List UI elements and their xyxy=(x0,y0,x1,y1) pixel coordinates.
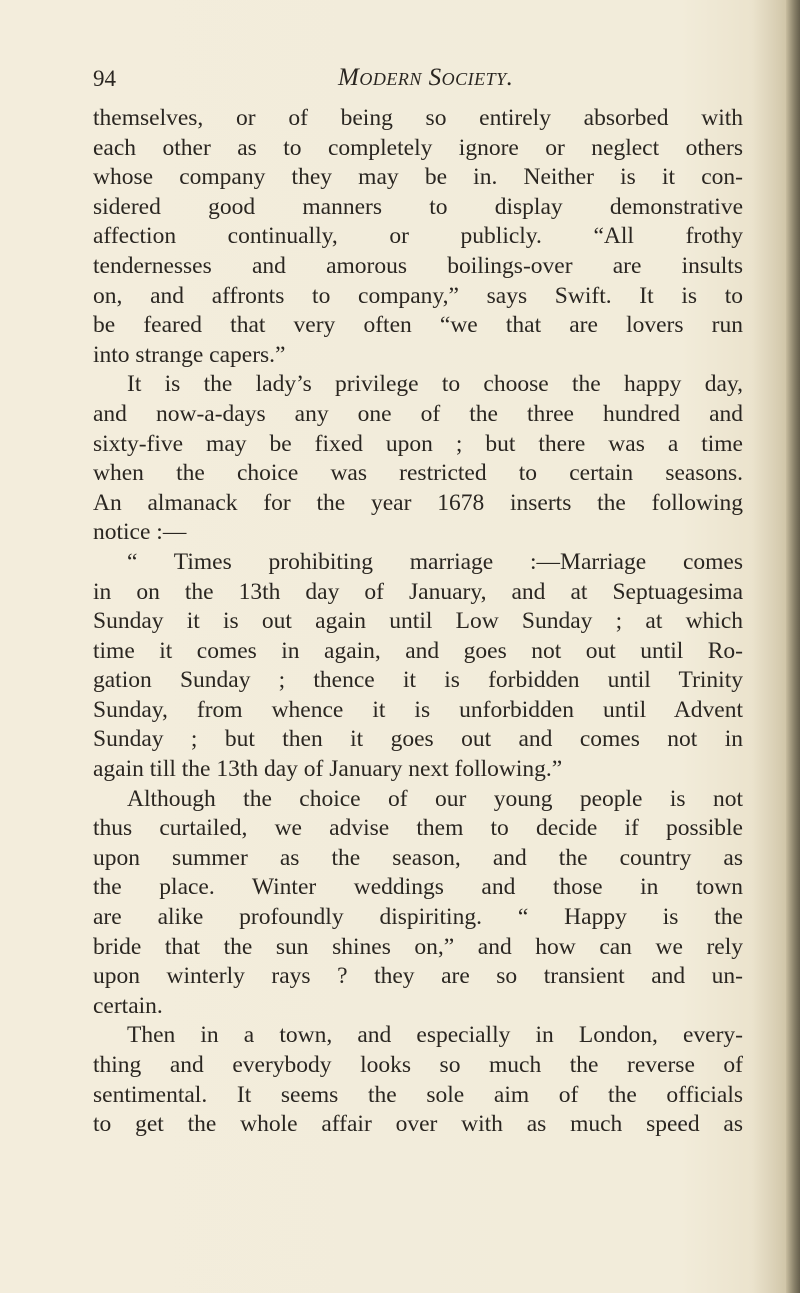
text-line: An almanack for the year 1678 inserts the following xyxy=(93,489,743,516)
text-line: again till the 13th day of January next following.” xyxy=(93,756,563,783)
text-line: “ Times prohibiting marriage :—Marriage comes xyxy=(127,548,743,575)
text-line: into strange capers.” xyxy=(93,341,286,368)
text-line: Then in a town, and especially in London, every- xyxy=(127,1022,743,1049)
running-head: Modern Society. xyxy=(338,64,514,91)
text-line: be feared that very often “we that are lovers run xyxy=(93,312,743,339)
text-line: affection continually, or publicly. “All frothy xyxy=(93,223,743,250)
text-line: tendernesses and amorous boilings-over are insults xyxy=(93,252,743,279)
page-edge-shadow xyxy=(786,0,800,1293)
text-line: certain. xyxy=(93,992,163,1019)
text-line: sidered good manners to display demonstrative xyxy=(93,193,743,220)
text-line: thing and everybody looks so much the reverse of xyxy=(93,1052,743,1078)
text-line: are alike profoundly dispiriting. “ Happy is the xyxy=(93,904,743,931)
text-line: bride that the sun shines on,” and how can we rely xyxy=(93,933,743,960)
text-line: whose company they may be in. Neither is it con- xyxy=(93,164,743,191)
text-line: and now-a-days any one of the three hundred and xyxy=(93,400,743,427)
body-text xyxy=(93,104,743,1140)
text-line: notice :— xyxy=(93,519,187,546)
text-line: upon summer as the season, and the country as xyxy=(93,844,743,871)
page-header xyxy=(93,66,743,96)
text-line: themselves, or of being so entirely absorbed with xyxy=(93,105,743,131)
text-line: thus curtailed, we advise them to decide if possible xyxy=(93,815,743,842)
text-line: when the choice was restricted to certain seasons. xyxy=(93,460,743,487)
text-line: upon winterly rays ? they are so transient and un- xyxy=(93,963,743,990)
text-line: each other as to completely ignore or neglect others xyxy=(93,134,743,161)
text-line: sentimental. It seems the sole aim of the officials xyxy=(93,1081,743,1108)
text-line: sixty-five may be fixed upon ; but there was a time xyxy=(93,430,743,457)
text-line: Sunday it is out again until Low Sunday ; at which xyxy=(93,608,743,635)
text-line: gation Sunday ; thence it is forbidden until Trinity xyxy=(93,667,743,694)
text-line: Although the choice of our young people is not xyxy=(127,785,743,812)
text-line: time it comes in again, and goes not out until Ro- xyxy=(93,637,743,664)
text-line: Sunday ; but then it goes out and comes not in xyxy=(93,726,743,753)
page-number: 94 xyxy=(93,66,116,91)
text-line: the place. Winter weddings and those in town xyxy=(93,874,743,901)
text-line: to get the whole affair over with as much speed as xyxy=(93,1111,743,1138)
text-line: in on the 13th day of January, and at Septuagesima xyxy=(93,578,743,605)
text-line: on, and affronts to company,” says Swift. It is to xyxy=(93,282,743,309)
text-line: Sunday, from whence it is unforbidden until Advent xyxy=(93,696,743,723)
text-line: It is the lady’s privilege to choose the happy day, xyxy=(127,371,743,398)
